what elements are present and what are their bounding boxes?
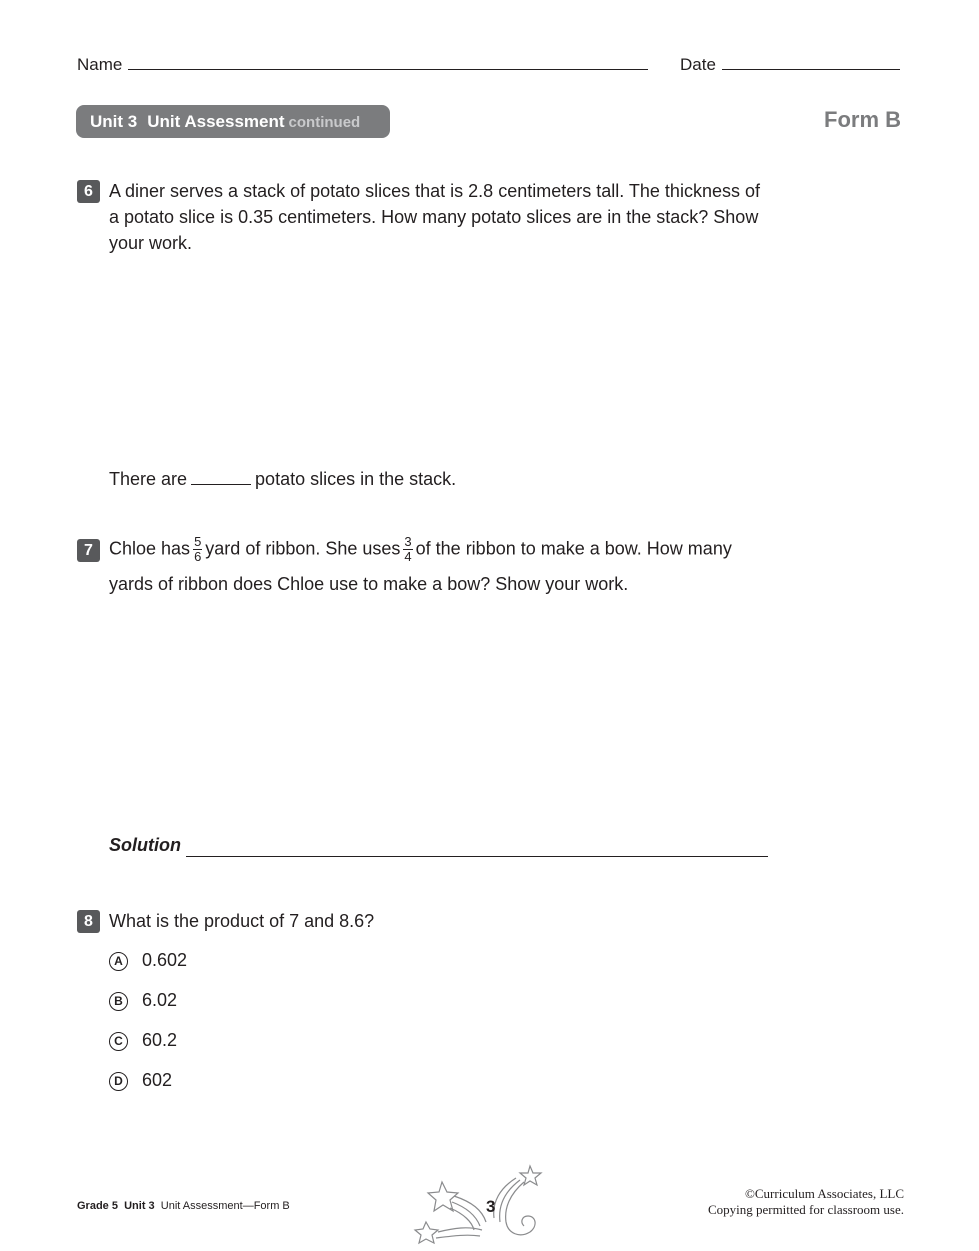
choice-c[interactable] (109, 1030, 177, 1051)
choice-b-value: 6.02 (142, 990, 178, 1010)
unit-banner (76, 105, 390, 138)
question-8-text: What is the product of 7 and 8.6? (109, 911, 375, 931)
choice-d[interactable] (109, 1070, 172, 1091)
choice-d-value: 602 (142, 1070, 173, 1090)
choice-b-bubble[interactable]: B (109, 992, 128, 1011)
frac2-numerator: 3 (404, 534, 412, 549)
date-line[interactable] (722, 55, 900, 70)
solution-label: Solution (109, 835, 181, 855)
frac1-denominator: 6 (194, 549, 202, 564)
name-field[interactable] (77, 55, 648, 75)
choice-c-value: 60.2 (142, 1030, 178, 1050)
q7-text-c: of the ribbon to make a bow. How many (415, 538, 732, 559)
solution-line[interactable] (186, 856, 768, 857)
choice-a[interactable] (109, 950, 187, 971)
question-6-text: A diner serves a stack of potato slices that is 2.8 centimeters tall. The thickness of a potato slice is 0.35 centimeters. How many potato slices are in the stack? Show your work. (109, 181, 760, 253)
name-label: Name (77, 55, 123, 74)
choice-a-value: 0.602 (142, 950, 188, 970)
unit-label: Unit 3 (90, 112, 138, 131)
question-7-text (109, 535, 789, 564)
question-number-8: 8 (77, 910, 100, 933)
date-label: Date (680, 55, 716, 74)
choice-b[interactable] (109, 990, 177, 1011)
permission-text: Copying permitted for classroom use. (707, 1202, 904, 1217)
continued-label: continued (288, 114, 361, 131)
date-field[interactable] (680, 55, 900, 75)
fraction-three-fourths (403, 535, 412, 564)
footer-right (708, 1186, 904, 1218)
footer-left (77, 1200, 290, 1212)
footer-assessment: Unit Assessment—Form B (160, 1200, 290, 1212)
choice-d-bubble[interactable]: D (109, 1072, 128, 1091)
answer-prefix: There are (109, 469, 188, 489)
fraction-five-sixths (193, 535, 202, 564)
question-6-answer (109, 466, 789, 492)
footer-unit: Unit 3 (124, 1200, 155, 1212)
frac1-numerator: 5 (194, 534, 202, 549)
shooting-stars-icon (412, 1160, 552, 1248)
q7-text-b: yard of ribbon. She uses (205, 538, 401, 559)
question-number-6: 6 (77, 180, 100, 203)
choice-c-bubble[interactable]: C (109, 1032, 128, 1051)
form-label: Form B (824, 107, 901, 132)
answer-blank[interactable] (191, 469, 251, 485)
choice-a-bubble[interactable]: A (109, 952, 128, 971)
question-number-7: 7 (77, 539, 100, 562)
answer-suffix: potato slices in the stack. (255, 469, 457, 489)
question-7-text-line2: yards of ribbon does Chloe use to make a bow? Show your work. (109, 574, 629, 594)
q7-text-a: Chloe has (109, 538, 191, 559)
frac2-denominator: 4 (404, 549, 412, 564)
page-number: 3 (486, 1197, 496, 1216)
assessment-title: Unit Assessment (147, 112, 285, 131)
copyright-text: ©Curriculum Associates, LLC (745, 1186, 904, 1201)
footer-grade: Grade 5 (77, 1200, 118, 1212)
name-line[interactable] (128, 55, 648, 70)
